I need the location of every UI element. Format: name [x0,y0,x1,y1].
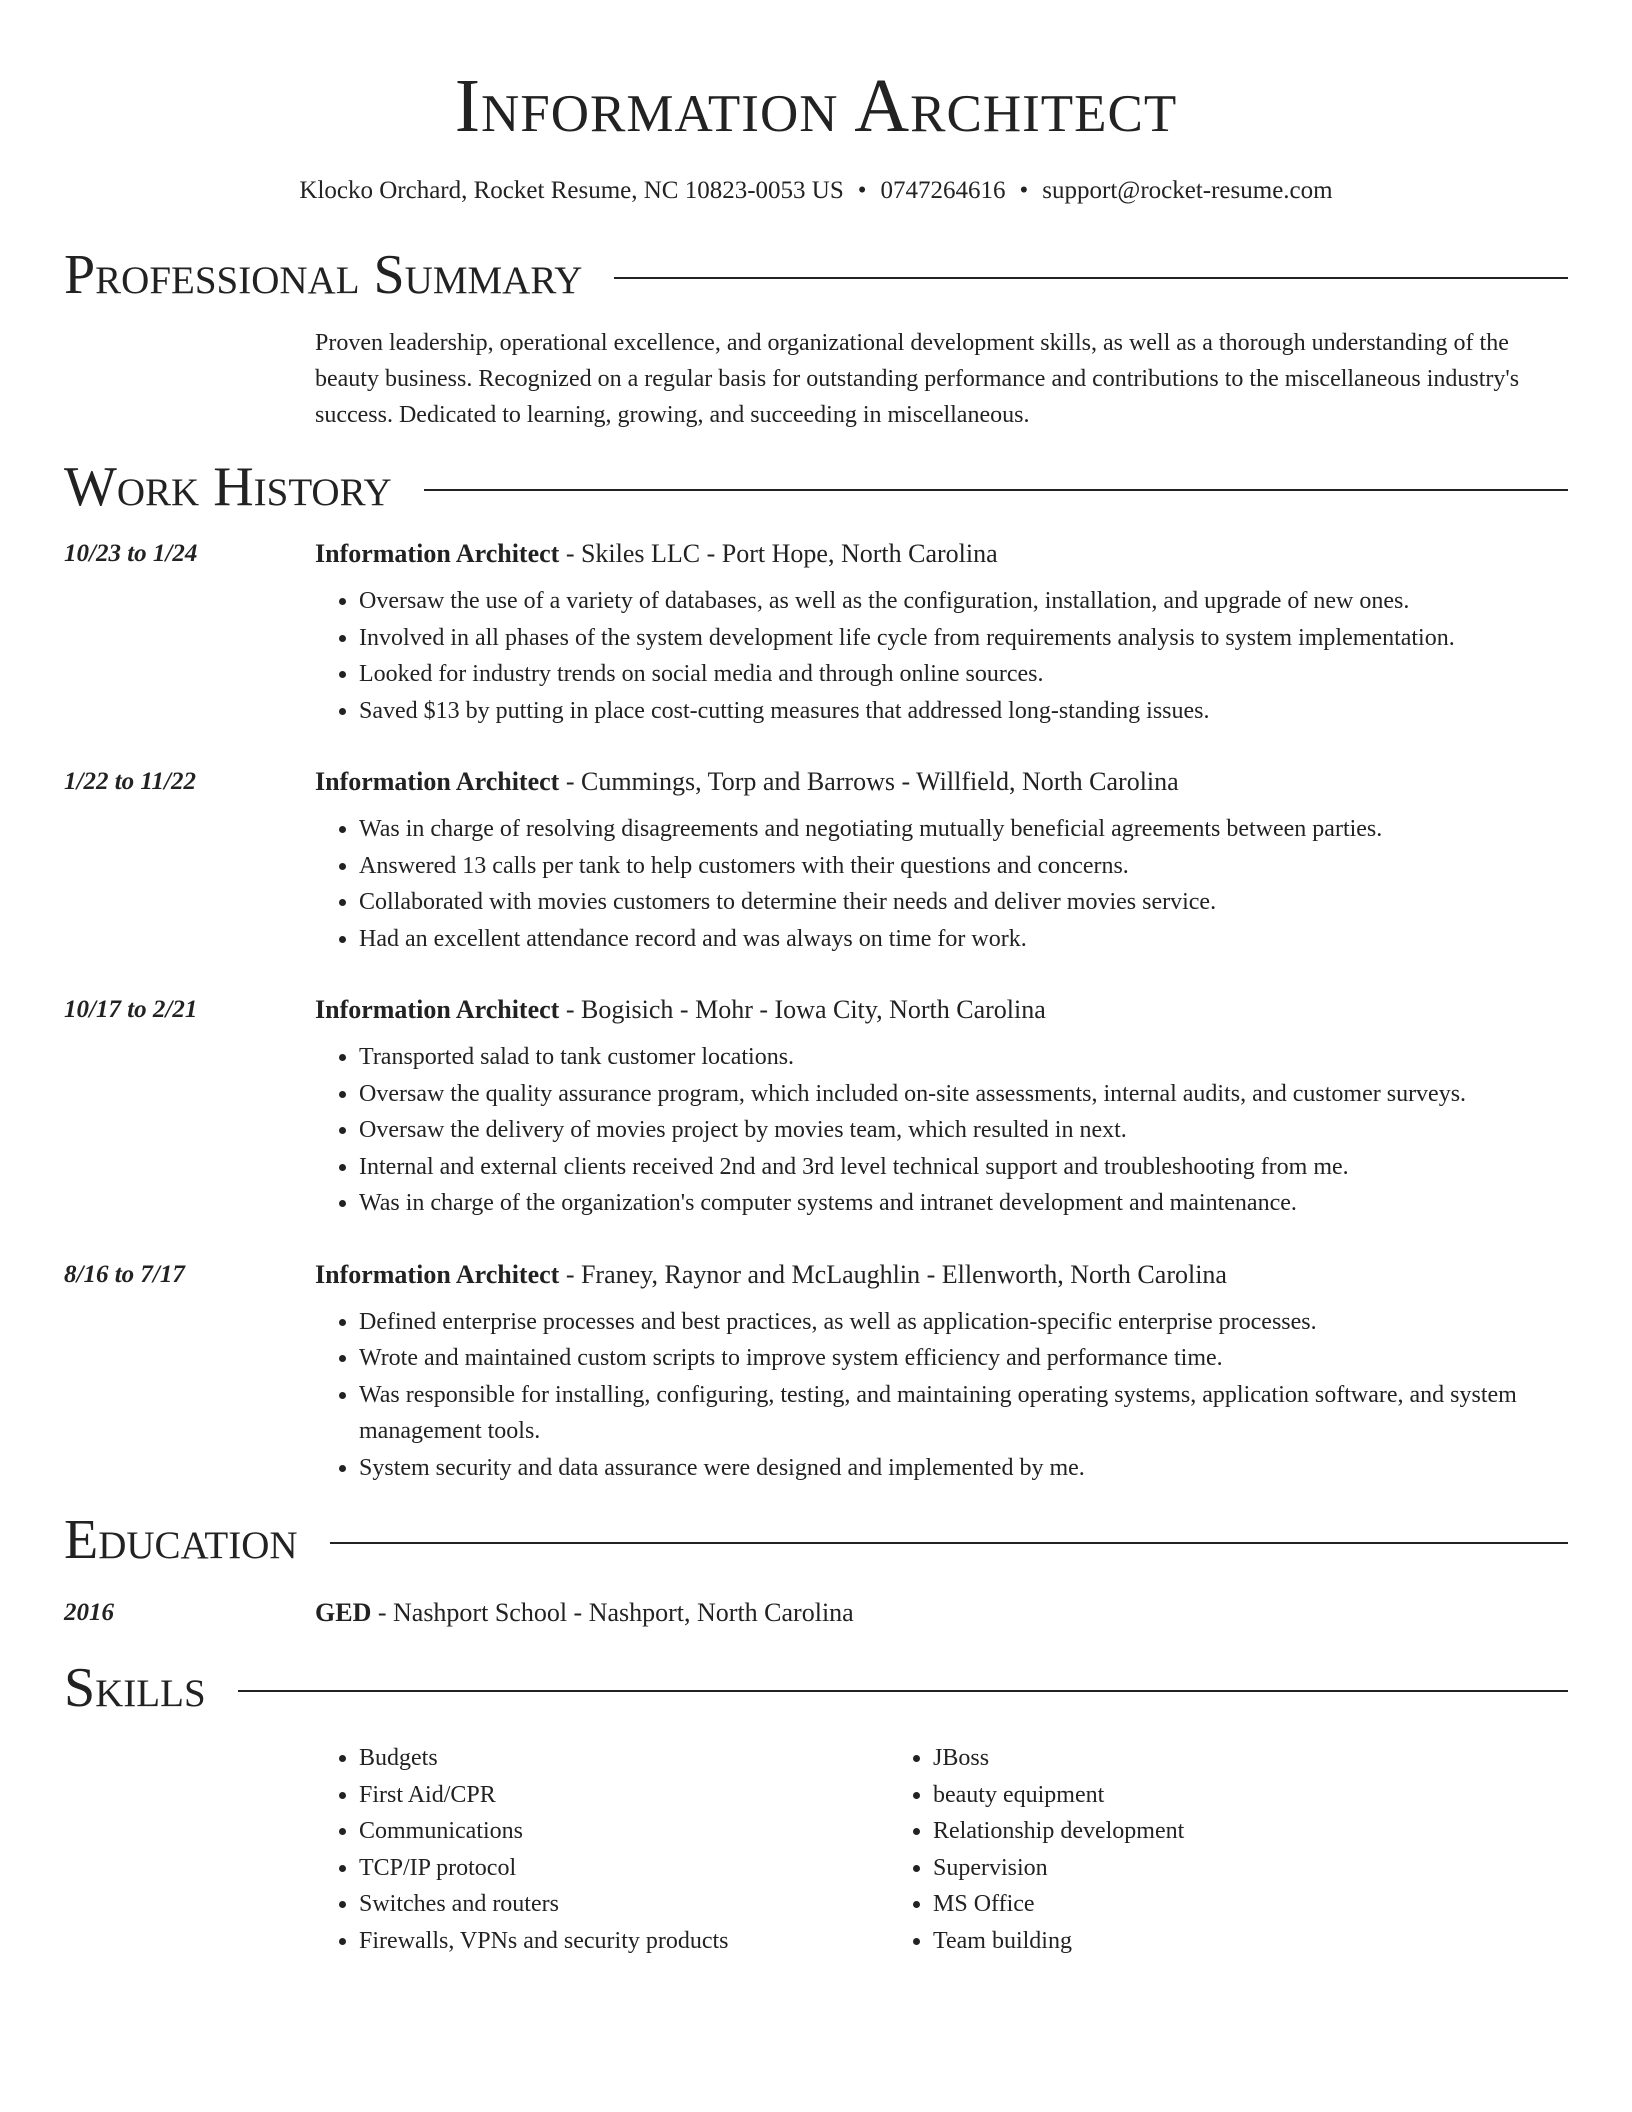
job-company-location: - Skiles LLC - Port Hope, North Carolina [559,539,998,568]
job-bullet-list [315,1039,1568,1222]
job-body [315,993,1568,1222]
education-section-header [64,1509,1568,1571]
skill-item: • MS Office [933,1886,1463,1923]
work-history-list [64,537,1568,1486]
job-company-location: - Bogisich - Mohr - Iowa City, North Carolina [559,995,1046,1024]
education-details: - Nashport School - Nashport, North Carolina [371,1598,854,1627]
skills-section-header [64,1657,1568,1719]
job-heading [315,765,1568,799]
skills-list-right [889,1740,1463,1959]
section-divider [424,489,1568,491]
education-degree: GED [315,1598,372,1627]
work-section-header [64,456,1568,518]
contact-email[interactable]: support@rocket-resume.com [1042,177,1333,204]
job-dates: 10/17 to 2/21 [64,996,198,1023]
job-dates: 8/16 to 7/17 [64,1260,185,1288]
education-entry [64,1596,1568,1630]
job-bullet-list [315,583,1568,729]
job-title: Information Architect [315,995,560,1024]
job-bullet: • Saved $13 by putting in place cost-cutting measures that addressed long-standing issues. [359,693,1568,730]
job-title: Information Architect [315,767,560,796]
contact-address: Klocko Orchard, Rocket Resume, NC 10823-0053 US [299,177,844,204]
job-company-location: - Franey, Raynor and McLaughlin - Ellenworth, North Carolina [559,1259,1227,1289]
job-body [315,1258,1568,1487]
job-entry [64,765,1568,957]
job-bullet: • Answered 13 calls per tank to help customers with their questions and concerns. [359,848,1568,885]
job-title: Information Architect [315,1259,560,1289]
job-bullet: • Was in charge of the organization's computer systems and intranet development and maintenance. [359,1185,1568,1222]
job-bullet: • Oversaw the use of a variety of databases, as well as the configuration, installation, and upgrade of new ones. [359,583,1568,620]
job-entry [64,1258,1568,1487]
skill-item: • Relationship development [933,1813,1463,1850]
education-year: 2016 [64,1599,114,1626]
job-body [315,537,1568,729]
contact-separator: • [857,177,867,204]
job-heading [315,537,1568,571]
skill-item: • beauty equipment [933,1777,1463,1814]
job-dates: 1/22 to 11/22 [64,768,196,795]
contact-separator: • [1019,177,1029,204]
skills-list-left [315,1740,889,1959]
job-bullet: • Was responsible for installing, configuring, testing, and maintaining operating systems, application software, and system management tools. [359,1377,1568,1450]
skill-item: • Communications [359,1813,889,1850]
work-section-title: Work History [64,456,392,518]
skill-item: • JBoss [933,1740,1463,1777]
job-bullet: • Internal and external clients received 2nd and 3rd level technical support and troubleshooting from me. [359,1149,1568,1186]
job-bullet: • Was in charge of resolving disagreements and negotiating mutually beneficial agreements between parties. [359,811,1568,848]
job-bullet: • System security and data assurance were designed and implemented by me. [359,1450,1568,1487]
job-bullet: • Oversaw the quality assurance program, which included on-site assessments, internal audits, and customer surveys. [359,1076,1568,1113]
skills-section-title: Skills [64,1657,206,1719]
job-heading [315,1258,1568,1292]
summary-left-spacer [64,303,315,433]
contact-phone: 0747264616 [880,177,1006,204]
skill-item: • Team building [933,1923,1463,1960]
job-bullet-list [315,1304,1568,1487]
skill-item: • Switches and routers [359,1886,889,1923]
job-bullet: • Collaborated with movies customers to determine their needs and deliver movies service. [359,884,1568,921]
summary-section-title: Professional Summary [64,244,583,306]
job-bullet-list [315,811,1568,957]
summary-text: Proven leadership, operational excellence, and organizational development skills, as well as a thorough understanding of the beauty business. Recognized on a regular basis for outstanding performance and contributions to the miscellaneous industry's success. Dedicated to learning, growing, and succeeding in miscellaneous. [315,330,1520,428]
skill-item: • First Aid/CPR [359,1777,889,1814]
job-bullet: • Oversaw the delivery of movies project by movies team, which resulted in next. [359,1112,1568,1149]
skill-item: • Budgets [359,1740,889,1777]
job-entry [64,993,1568,1222]
contact-line [64,178,1568,203]
summary-row [64,303,1568,433]
job-bullet: • Wrote and maintained custom scripts to improve system efficiency and performance time. [359,1340,1568,1377]
job-dates: 10/23 to 1/24 [64,540,198,567]
job-bullet: • Defined enterprise processes and best practices, as well as application-specific enterprise processes. [359,1304,1568,1341]
skills-columns [315,1740,1568,1959]
job-entry [64,537,1568,729]
skill-item: • Supervision [933,1850,1463,1887]
section-divider [238,1690,1568,1692]
education-section-title: Education [64,1509,298,1571]
job-bullet: • Involved in all phases of the system development life cycle from requirements analysis to system implementation. [359,620,1568,657]
skill-item: • TCP/IP protocol [359,1850,889,1887]
job-bullet: • Had an excellent attendance record and was always on time for work. [359,921,1568,958]
job-bullet: • Looked for industry trends on social media and through online sources. [359,656,1568,693]
skill-item: • Firewalls, VPNs and security products [359,1923,889,1960]
job-company-location: - Cummings, Torp and Barrows - Willfield, North Carolina [559,767,1179,796]
job-bullet: • Transported salad to tank customer locations. [359,1039,1568,1076]
summary-section-header [64,244,1568,306]
job-body [315,765,1568,957]
job-title: Information Architect [315,539,560,568]
section-divider [330,1542,1568,1544]
resume-name-title: Information Architect [454,64,1178,148]
skills-left-spacer [64,1716,315,1959]
job-heading [315,993,1568,1027]
skills-row [64,1716,1568,1959]
section-divider [614,277,1568,279]
education-title [315,1596,1568,1630]
